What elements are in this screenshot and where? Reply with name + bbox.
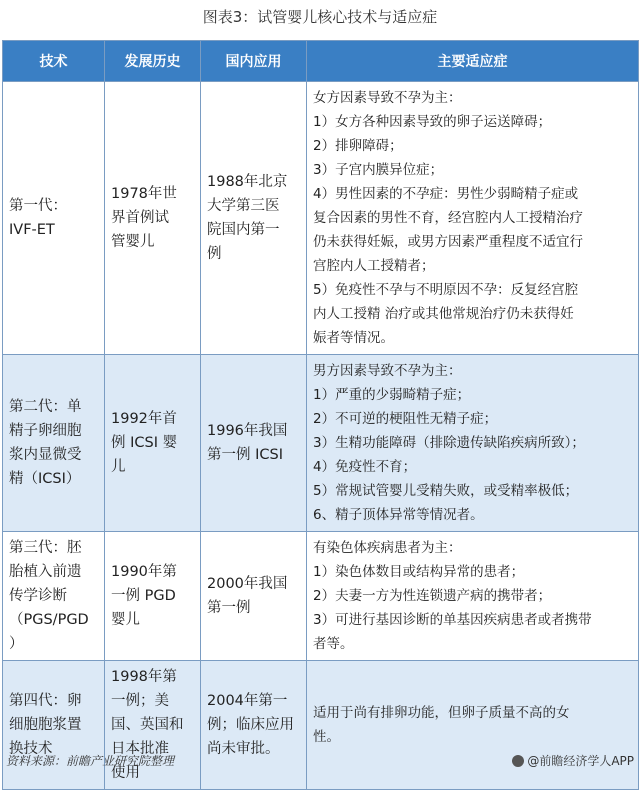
brand-logo-icon <box>512 755 524 767</box>
brand-credit <box>512 752 634 769</box>
cell-indications: 适用于尚有排卵功能，但卵子质量不高的女 性。 <box>307 661 639 790</box>
cell-technology: 第三代：胚 胎植入前遗 传学诊断 （PGS/PGD ） <box>3 532 105 661</box>
cell-history: 1992年首 例 ICSI 婴 儿 <box>105 355 201 532</box>
cell-indications: 男方因素导致不孕为主： 1）严重的少弱畸精子症； 2）不可逆的梗阻性无精子症； 3）生精功能障碍（排除遗传缺陷疾病所致）； 4）免疫性不育； 5）常规试管婴儿受精失败，或受精率极低； 6、精子顶体异常等情况者。 <box>307 355 639 532</box>
cell-indications: 女方因素导致不孕为主： 1）女方各种因素导致的卵子运送障碍； 2）排卵障碍； 3）子宫内膜异位症； 4）男性因素的不孕症：男性少弱畸精子症或 复合因素的男性不育，经宫腔内人工授精治疗 仍未获得妊娠，或男方因素严重程度不适宜行 宫腔内人工授精者； 5）免疫性不孕与不明原因不孕：反复经宫腔 内人工授精 治疗或其他常规治疗仍未获得妊 娠者等情况。 <box>307 82 639 355</box>
header-indications: 主要适应症 <box>307 41 639 82</box>
cell-history: 1978年世 界首例试 管婴儿 <box>105 82 201 355</box>
cell-domestic: 1996年我国 第一例 ICSI <box>201 355 307 532</box>
table-row <box>3 661 639 790</box>
cell-indications: 有染色体疾病患者为主： 1）染色体数目或结构异常的患者； 2）夫妻一方为性连锁遗产病的携带者； 3）可进行基因诊断的单基因疾病患者或者携带 者等。 <box>307 532 639 661</box>
table-header-row <box>3 41 639 82</box>
header-domestic: 国内应用 <box>201 41 307 82</box>
technology-table <box>2 40 639 790</box>
table-row <box>3 355 639 532</box>
cell-technology: 第四代：卵 细胞胞浆置 换技术 <box>3 661 105 790</box>
brand-text: @前瞻经济学人APP <box>527 754 634 768</box>
cell-technology: 第二代：单 精子卵细胞 浆内显微受 精（ICSI） <box>3 355 105 532</box>
cell-domestic: 2004年第一 例；临床应用 尚未审批。 <box>201 661 307 790</box>
source-note: 资料来源：前瞻产业研究院整理 <box>6 754 175 768</box>
cell-domestic: 1988年北京 大学第三医 院国内第一 例 <box>201 82 307 355</box>
header-history: 发展历史 <box>105 41 201 82</box>
cell-history: 1998年第 一例；美 国、英国和 日本批准 使用 <box>105 661 201 790</box>
figure-title: 图表3：试管婴儿核心技术与适应症 <box>202 8 438 26</box>
cell-technology: 第一代： IVF-ET <box>3 82 105 355</box>
header-technology: 技术 <box>3 41 105 82</box>
cell-history: 1990年第 一例 PGD 婴儿 <box>105 532 201 661</box>
table-row <box>3 82 639 355</box>
cell-domestic: 2000年我国 第一例 <box>201 532 307 661</box>
table-row <box>3 532 639 661</box>
